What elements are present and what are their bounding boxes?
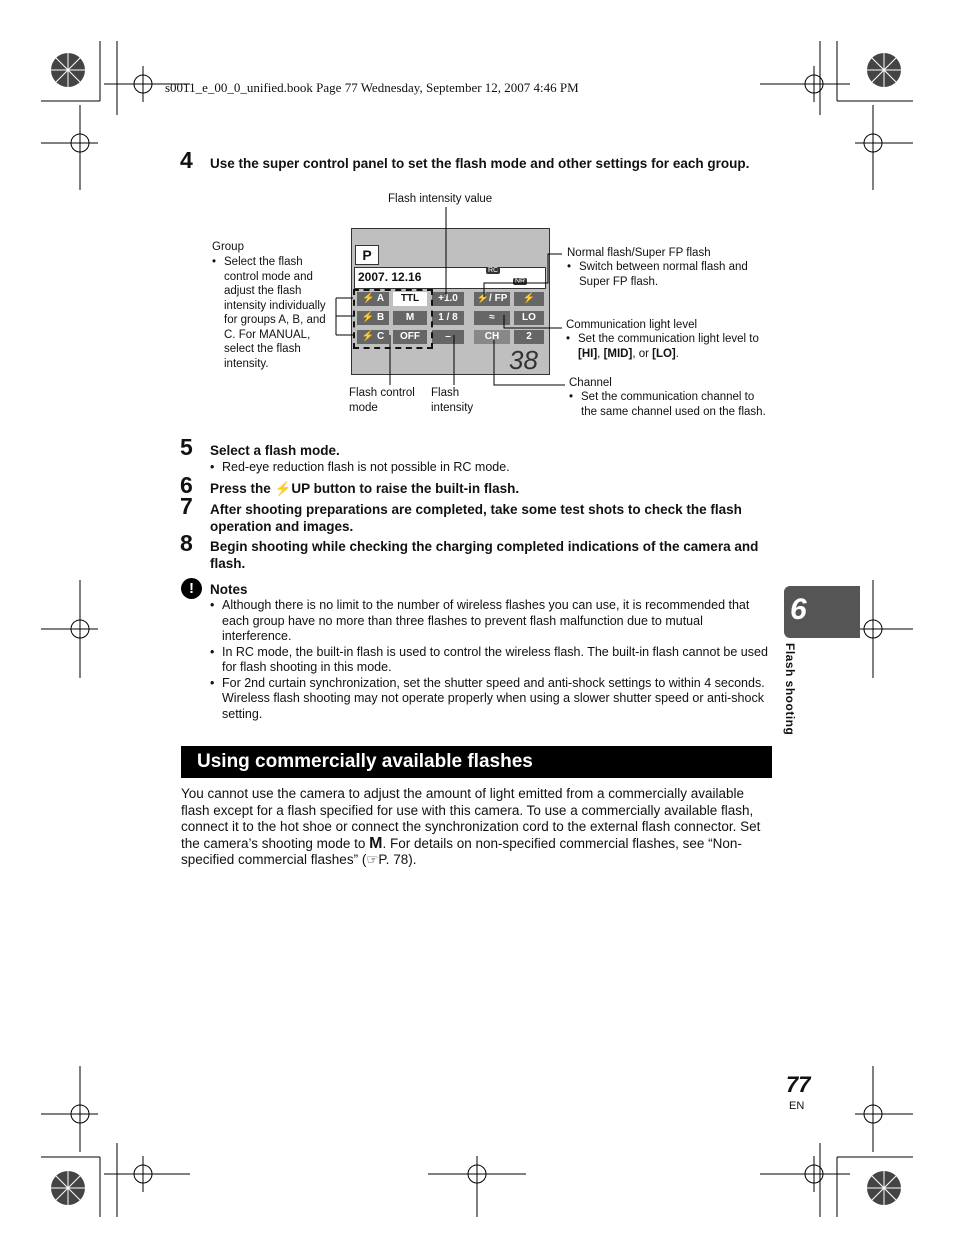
flash-group-c-icon: ⚡ [361,331,375,342]
channel-bullet: • Set the communication channel to the same channel used on the flash. [569,390,769,419]
flash-group-a-icon: ⚡ [361,293,375,304]
notes-list [210,598,770,722]
flash-up-icon: ⚡UP [274,481,310,496]
body-paragraph [181,786,773,869]
comm-hi: [HI] [578,347,598,360]
chapter-label: Flash shooting [783,643,797,736]
label-flash-control-mode: Flash control mode [349,387,415,414]
print-metadata: s0011_e_00_0_unified.book Page 77 Wednesday, September 12, 2007 4:46 PM [165,80,579,95]
label-flash-intensity: Flash intensity [431,387,474,414]
comm-light-bullets [566,332,766,361]
page-ref-icon: ☞ [366,852,379,867]
normal-flash-bullets [567,260,767,289]
label-group-title: Group [212,241,244,253]
step-5-text: Select a flash mode. [210,443,340,458]
panel-date: 2007. 12.16 [358,270,422,284]
step-5-bullets [210,460,770,476]
rc-badge: RC [488,267,499,274]
step-5-bullet: • Red-eye reduction flash is not possible in RC mode. [210,460,770,476]
label-channel-title: Channel [569,377,612,389]
mode-m-icon: M [369,834,383,852]
step-7-text: After shooting preparations are completed, take some test shots to check the flash operation and images. [210,502,742,534]
shooting-mode-p: P [355,245,379,265]
step-6-number: 6 [180,472,193,498]
page-number: 77 [786,1072,811,1097]
label-comm-light-title: Communication light level [566,319,698,331]
notes-title: Notes [210,582,248,597]
body-part-1: You cannot use the camera to adjust the amount of light emitted from a commercially available flash except for a flash specified for use with this camera. To use a commercially available flash, connect it to the hot shoe or connect the synchronization cord to the external flash connector. Set the camera’s shooting mode to [181,786,761,851]
comm-lo: [LO] [652,347,676,360]
step-6-pre: Press the [210,481,275,496]
nr-badge: NR [515,278,526,285]
step-4-number: 4 [180,147,193,173]
comm-or: , or [632,347,653,360]
note-item: • In RC mode, the built-in flash is used to control the wireless flash. The built-in flash cannot be used for flash shooting in this mode. [210,645,770,676]
channel-label: CH [474,330,510,344]
group-b-intensity: 1 / 8 [432,311,464,325]
shots-remaining: 38 [509,345,538,375]
normal-flash-bullet: • Switch between normal flash and Super FP flash. [567,260,767,289]
body-part-2: . For details on non-specified commercial flashes, see “Non-specified commercial flashes” ( [181,835,742,867]
comm-end: . [675,347,679,360]
group-b-mode: M [393,311,427,325]
group-a-mode: TTL [393,292,427,306]
comm-sep: , [597,347,604,360]
flash-group-b-icon: ⚡ [361,312,375,323]
chapter-number: 6 [790,593,807,626]
step-8-number: 8 [180,530,193,556]
step-6-text [210,480,519,497]
fp-indicator: ⚡/ FP [474,292,510,306]
caution-icon: ! [181,578,202,599]
channel-bullets [569,390,769,419]
group-a-intensity: +1.0 [432,292,464,306]
comm-light-bullet [566,332,766,361]
group-c-intensity: – [432,330,464,344]
note-item: • Although there is no limit to the number of wireless flashes you can use, it is recommended that each group have no more than three flashes to prevent flash malfunction due to mutual interference. [210,598,770,645]
step-4-text: Use the super control panel to set the flash mode and other settings for each group. [210,156,750,171]
label-normal-flash-title: Normal flash/Super FP flash [567,247,711,259]
group-c-label: C [377,331,385,342]
step-6-post: button to raise the built-in flash. [309,481,520,496]
comm-level-value: LO [514,311,544,325]
group-a-label: A [376,293,385,304]
step-5-number: 5 [180,434,193,460]
page-language: EN [789,1100,805,1112]
body-part-3: P. 78). [378,852,417,867]
channel-value: 2 [514,330,544,344]
group-bullet: • Select the flash control mode and adjust the flash intensity individually for groups A, B, and C. For MANUAL, select the flash intensity. [212,255,336,371]
comm-light-icon: ≈ [474,311,510,325]
label-flash-intensity-value: Flash intensity value [388,193,493,205]
flash-bolt-icon: ⚡ [514,292,544,306]
step-7-number: 7 [180,493,193,519]
step-8-text: Begin shooting while checking the charging completed indications of the camera and flash. [210,539,759,571]
comm-bullet-text: Set the communication light level to [578,333,759,345]
group-b-label: B [377,312,385,323]
comm-mid: [MID] [603,347,633,360]
group-c-mode: OFF [393,330,427,344]
note-item: • For 2nd curtain synchronization, set the shutter speed and anti-shock settings to within 4 seconds. Wireless flash shooting may not operate properly when using a slower shutter speed or anti-shock setting. [210,676,770,723]
section-heading: Using commercially available flashes [181,746,772,778]
